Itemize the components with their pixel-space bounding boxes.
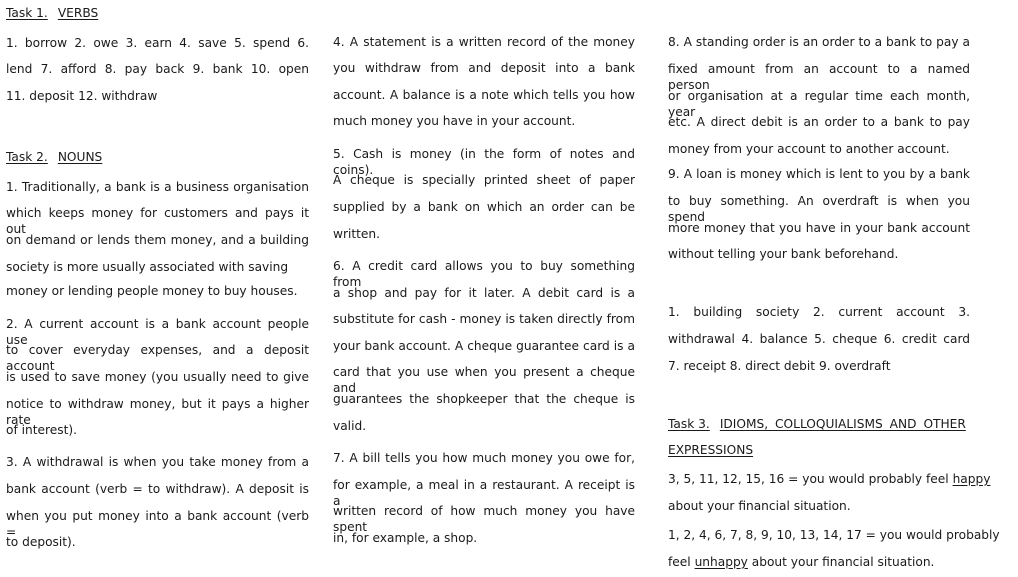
task3-happy-prefix: 3, 5, 11, 12, 15, 16 = you would probably feel bbox=[668, 472, 953, 486]
task3-title-line2: EXPRESSIONS bbox=[668, 443, 754, 457]
task2-answer-line: 7. receipt 8. direct debit 9. overdraft bbox=[668, 359, 891, 373]
paragraph-line: 9. A loan is money which is lent to you by a bank bbox=[668, 167, 970, 181]
task1-answer-line: 1. borrow 2. owe 3. earn 4. save 5. spend 6. bbox=[6, 36, 309, 50]
paragraph-line: to buy something. An overdraft is when you spend bbox=[668, 194, 970, 224]
paragraph-line: 3. A withdrawal is when you take money from a bbox=[6, 455, 309, 469]
task3-label: Task 3. bbox=[668, 417, 710, 431]
paragraph-line: 4. A statement is a written record of the money bbox=[333, 35, 635, 49]
paragraph-line: written record of how much money you have spent bbox=[333, 504, 635, 534]
paragraph-line: 5. Cash is money (in the form of notes and coins). bbox=[333, 147, 635, 177]
task3-unhappy-line2 bbox=[668, 554, 970, 570]
task1-answer-line: lend 7. afford 8. pay back 9. bank 10. open bbox=[6, 62, 309, 76]
task1-answer-line: 11. deposit 12. withdraw bbox=[6, 89, 158, 103]
paragraph-line: to cover everyday expenses, and a deposit account bbox=[6, 343, 309, 373]
task3-happy-line bbox=[668, 471, 991, 487]
paragraph-line: guarantees the shopkeeper that the cheque is bbox=[333, 392, 635, 406]
paragraph-line: money or lending people money to buy houses. bbox=[6, 284, 298, 298]
paragraph-line: more money that you have in your bank account bbox=[668, 221, 970, 235]
paragraph-line: without telling your bank beforehand. bbox=[668, 247, 899, 261]
paragraph-line: your bank account. A cheque guarantee card is a bbox=[333, 339, 635, 353]
task3-unhappy-keyword: unhappy bbox=[694, 555, 748, 569]
paragraph-line: written. bbox=[333, 227, 381, 241]
paragraph-line: supplied by a bank on which an order can be bbox=[333, 200, 635, 214]
paragraph-line: etc. A direct debit is an order to a bank to pay bbox=[668, 115, 970, 129]
paragraph-line: which keeps money for customers and pays it out bbox=[6, 206, 309, 236]
paragraph-line: A cheque is specially printed sheet of paper bbox=[333, 173, 635, 187]
task1-title: VERBS bbox=[57, 6, 99, 20]
task3-happy-keyword: happy bbox=[952, 472, 991, 486]
task3-heading bbox=[668, 416, 970, 432]
paragraph-line: of interest). bbox=[6, 423, 78, 437]
paragraph-line: to deposit). bbox=[6, 535, 76, 549]
paragraph-line: card that you use when you present a cheque and bbox=[333, 365, 635, 395]
paragraph-line: in, for example, a shop. bbox=[333, 531, 478, 545]
paragraph-line: much money you have in your account. bbox=[333, 114, 576, 128]
paragraph-line: or organisation at a regular time each month, year bbox=[668, 89, 970, 119]
task2-answer-line: withdrawal 4. balance 5. cheque 6. credit card bbox=[668, 332, 970, 346]
paragraph-line: fixed amount from an account to a named person bbox=[668, 62, 970, 92]
paragraph-line: is used to save money (you usually need to give bbox=[6, 370, 309, 384]
paragraph-line: 8. A standing order is an order to a bank to pay a bbox=[668, 35, 970, 49]
task3-heading-continued bbox=[668, 442, 970, 458]
paragraph-line: when you put money into a bank account (verb = bbox=[6, 509, 309, 539]
task2-heading bbox=[6, 149, 309, 165]
task3-unhappy-suffix: about your financial situation. bbox=[747, 555, 935, 569]
paragraph-line: on demand or lends them money, and a building bbox=[6, 233, 309, 247]
task2-label: Task 2. bbox=[6, 150, 48, 164]
task3-unhappy-line: 1, 2, 4, 6, 7, 8, 9, 10, 13, 14, 17 = you would probably bbox=[668, 528, 1000, 542]
paragraph-line: 2. A current account is a bank account people use bbox=[6, 317, 309, 347]
paragraph-line: 7. A bill tells you how much money you owe for, bbox=[333, 451, 635, 465]
task3-title: IDIOMS, COLLOQUIALISMS AND OTHER bbox=[719, 417, 966, 431]
task1-label: Task 1. bbox=[6, 6, 48, 20]
paragraph-line: you withdraw from and deposit into a bank bbox=[333, 61, 635, 75]
paragraph-line: a shop and pay for it later. A debit card is a bbox=[333, 286, 635, 300]
paragraph-line: for example, a meal in a restaurant. A receipt is a bbox=[333, 478, 635, 508]
paragraph-line: 6. A credit card allows you to buy something from bbox=[333, 259, 635, 289]
task3-unhappy-prefix: feel bbox=[668, 555, 695, 569]
paragraph-line: valid. bbox=[333, 419, 367, 433]
paragraph-line: society is more usually associated with saving bbox=[6, 260, 289, 274]
task2-answer-line: 1. building society 2. current account 3. bbox=[668, 305, 970, 319]
task1-heading bbox=[6, 5, 309, 21]
paragraph-line: account. A balance is a note which tells you how bbox=[333, 88, 635, 102]
paragraph-line: 1. Traditionally, a bank is a business organisation bbox=[6, 180, 309, 194]
paragraph-line: notice to withdraw money, but it pays a higher rate bbox=[6, 397, 309, 427]
paragraph-line: substitute for cash - money is taken directly from bbox=[333, 312, 635, 326]
paragraph-line: bank account (verb = to withdraw). A deposit is bbox=[6, 482, 309, 496]
task3-happy-line2: about your financial situation. bbox=[668, 499, 851, 513]
paragraph-line: money from your account to another account. bbox=[668, 142, 950, 156]
task2-title: NOUNS bbox=[57, 150, 103, 164]
